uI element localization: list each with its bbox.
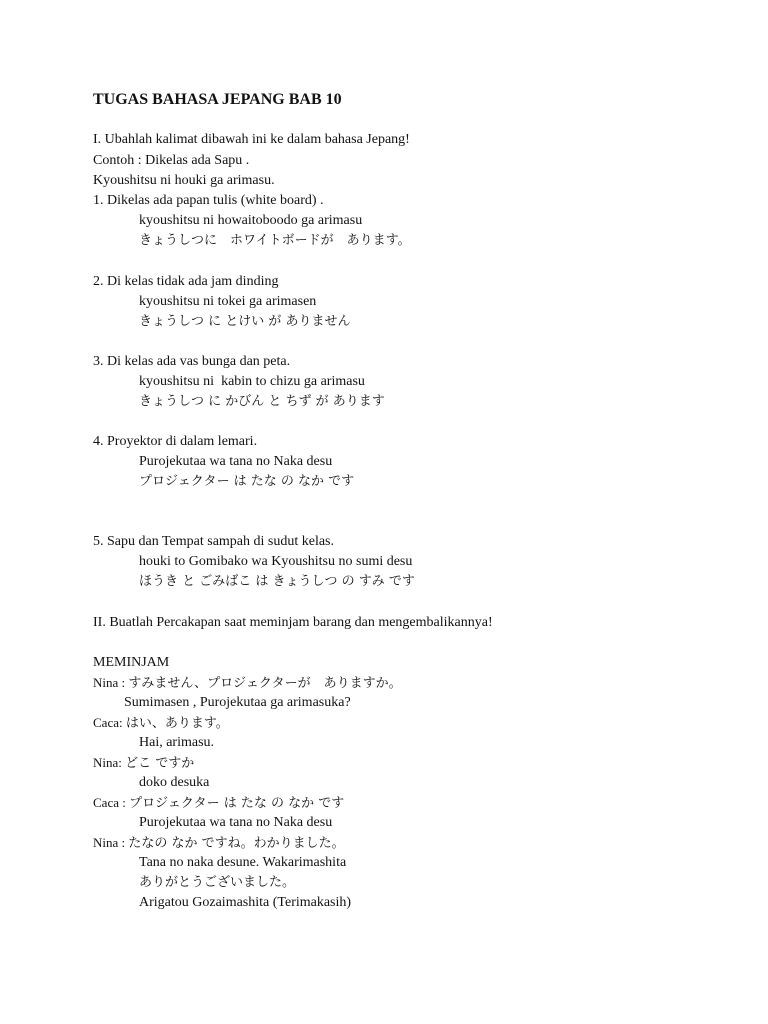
section1-heading: I. Ubahlah kalimat dibawah ini ke dalam bahasa Jepang! [93, 132, 410, 147]
example-label: Contoh : Dikelas ada Sapu . [93, 153, 250, 168]
item-2-kana: きょうしつ に とけい が ありません [139, 314, 351, 329]
item-4-question: 4. Proyektor di dalam lemari. [93, 434, 258, 449]
dialogue-3-romaji: doko desuka [139, 775, 210, 790]
document-title: TUGAS BAHASA JEPANG BAB 10 [93, 91, 342, 108]
item-1-romaji: kyoushitsu ni howaitoboodo ga arimasu [139, 213, 363, 228]
item-3-kana: きょうしつ に かびん と ちず が あります [139, 394, 385, 409]
closing-kana: ありがとうございました。 [139, 875, 296, 890]
dialogue-line-4 [93, 794, 344, 813]
item-2-romaji: kyoushitsu ni tokei ga arimasen [139, 294, 317, 309]
dialogue-5-kana: たなの なか ですね。わかりました。 [128, 836, 345, 851]
item-1-question: 1. Dikelas ada papan tulis (white board) . [93, 193, 324, 208]
dialogue-4-speaker: Caca : [93, 795, 130, 810]
section2-subheading: MEMINJAM [93, 655, 170, 670]
item-2-question: 2. Di kelas tidak ada jam dinding [93, 274, 279, 289]
dialogue-3-kana: どこ ですか [125, 756, 195, 771]
dialogue-2-kana: はい、あります。 [125, 716, 229, 731]
section2-heading: II. Buatlah Percakapan saat meminjam barang dan mengembalikannya! [93, 615, 493, 630]
dialogue-1-romaji: Sumimasen , Purojekutaa ga arimasuka? [124, 695, 351, 710]
dialogue-2-speaker: Caca: [93, 715, 126, 730]
dialogue-line-3 [93, 754, 194, 773]
example-answer: Kyoushitsu ni houki ga arimasu. [93, 173, 275, 188]
dialogue-1-kana: すみません、プロジェクターが ありますか。 [128, 676, 402, 691]
item-3-question: 3. Di kelas ada vas bunga dan peta. [93, 354, 291, 369]
item-4-kana: プロジェクター は たな の なか です [139, 474, 355, 489]
item-1-kana: きょうしつに ホワイトボードが あります。 [139, 233, 411, 248]
closing-romaji: Arigatou Gozaimashita (Terimakasih) [139, 895, 352, 910]
dialogue-4-kana: プロジェクター は たな の なか です [129, 796, 345, 811]
item-5-romaji: houki to Gomibako wa Kyoushitsu no sumi desu [139, 554, 413, 569]
dialogue-5-romaji: Tana no naka desune. Wakarimashita [139, 855, 347, 870]
dialogue-5-speaker: Nina : [93, 835, 129, 850]
dialogue-4-romaji: Purojekutaa wa tana no Naka desu [139, 815, 333, 830]
dialogue-line-2 [93, 714, 229, 733]
dialogue-2-romaji: Hai, arimasu. [139, 735, 215, 750]
dialogue-line-1 [93, 674, 402, 693]
item-5-question: 5. Sapu dan Tempat sampah di sudut kelas. [93, 534, 335, 549]
dialogue-1-speaker: Nina : [93, 675, 129, 690]
item-5-kana: ほうき と ごみばこ は きょうしつ の すみ です [139, 574, 415, 589]
dialogue-3-speaker: Nina: [93, 755, 126, 770]
item-4-romaji: Purojekutaa wa tana no Naka desu [139, 454, 333, 469]
item-3-romaji: kyoushitsu ni kabin to chizu ga arimasu [139, 374, 365, 389]
dialogue-line-5 [93, 834, 345, 853]
